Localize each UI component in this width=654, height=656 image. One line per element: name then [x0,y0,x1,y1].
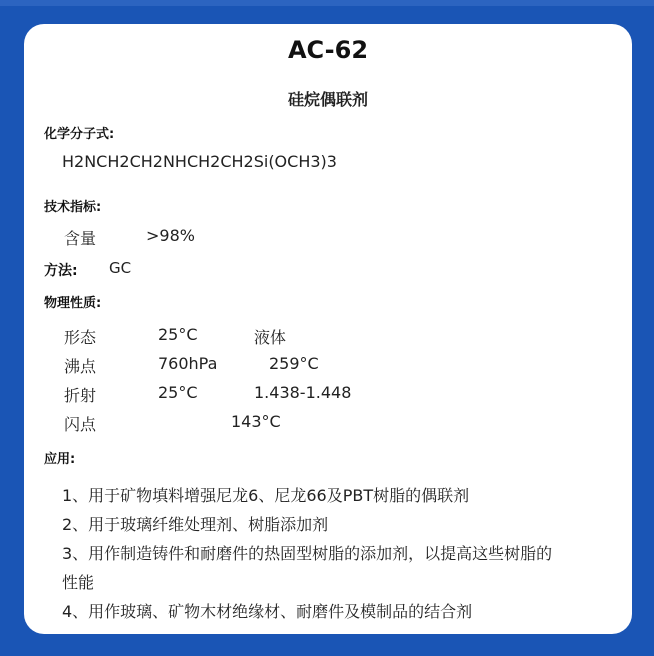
formula-heading: 化学分子式: [44,127,115,142]
method-value: GC [109,259,132,277]
content-label: 含量 [64,229,97,248]
property-value: 液体 [254,328,287,347]
properties-heading: 物理性质: [44,296,102,311]
property-name: 折射 [64,386,97,405]
product-title: AC-62 [287,36,369,64]
property-value: 1.438-1.448 [254,383,352,402]
property-name: 形态 [64,328,97,347]
product-card [24,24,632,634]
application-item: 4、用作玻璃、矿物木材绝缘材、耐磨件及模制品的结合剂 [62,602,473,621]
property-condition: 25°C [158,383,198,402]
application-item-continuation: 性能 [62,573,95,592]
application-item: 1、用于矿物填料增强尼龙6、尼龙66及PBT树脂的偶联剂 [62,486,470,505]
property-value: 259°C [269,354,319,373]
property-condition: 760hPa [158,354,218,373]
specs-heading: 技术指标: [44,200,102,215]
method-label: 方法: [44,263,78,279]
property-value: 143°C [231,412,281,431]
application-item: 2、用于玻璃纤维处理剂、树脂添加剂 [62,515,329,534]
content-value: >98% [146,226,195,245]
formula-value: H2NCH2CH2NHCH2CH2Si(OCH3)3 [62,152,337,171]
property-condition: 25°C [158,325,198,344]
top-background-strip [0,0,654,6]
applications-heading: 应用: [44,452,76,467]
property-name: 沸点 [64,357,97,376]
product-subtitle: 硅烷偶联剂 [287,90,368,109]
application-item: 3、用作制造铸件和耐磨件的热固型树脂的添加剂，以提高这些树脂的 [62,544,553,563]
property-name: 闪点 [64,415,97,434]
